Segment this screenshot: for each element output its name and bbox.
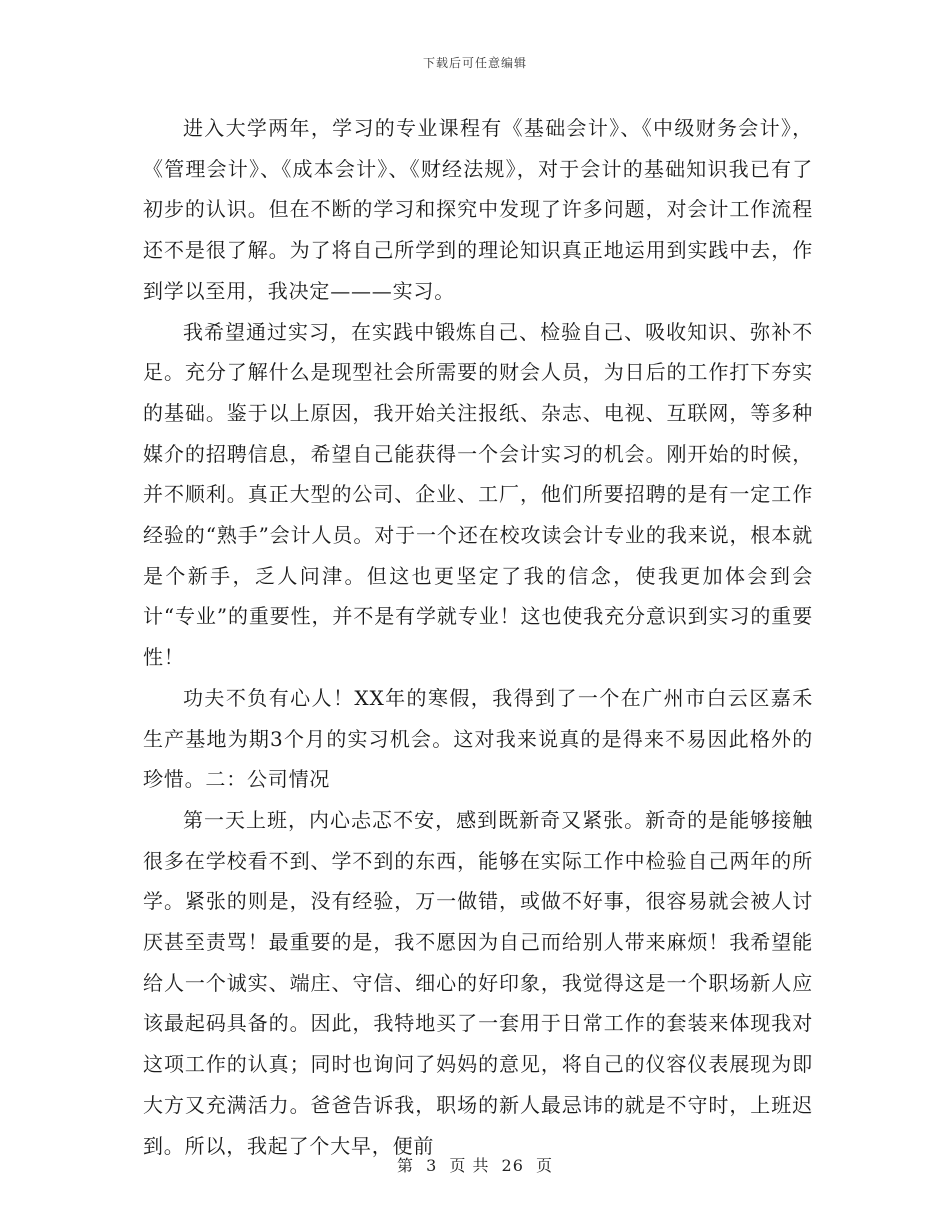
document-body bbox=[143, 108, 813, 1166]
footer-total-pages: 26 bbox=[501, 1156, 524, 1175]
page-footer bbox=[0, 1153, 950, 1176]
footer-prefix: 第 bbox=[396, 1156, 414, 1175]
paragraph-3: 功夫不负有心人！XX年的寒假，我得到了一个在广州市白云区嘉禾生产基地为期3个月的实习机会。这对我来说真的是得来不易因此格外的珍惜。二：公司情况 bbox=[143, 685, 813, 792]
page-header: 下载后可任意编辑 bbox=[422, 56, 527, 70]
paragraph-2: 我希望通过实习，在实践中锻炼自己、检验自己、吸收知识、弥补不足。充分了解什么是现型社会所需要的财会人员，为日后的工作打下夯实的基础。鉴于以上原因，我开始关注报纸、杂志、电视、互联网，等多种媒介的招聘信息，希望自己能获得一个会计实习的机会。刚开始的时候，并不顺利。真正大型的公司、企业、工厂，他们所要招聘的是有一定工作经验的“熟手”会计人员。对于一个还在校攻读会计专业的我来说，根本就是个新手，乏人问津。但这也更坚定了我的信念，使我更加体会到会计“专业”的重要性，并不是有学就专业！这也使我充分意识到实习的重要性！ bbox=[143, 319, 813, 670]
footer-current-page: 3 bbox=[426, 1156, 438, 1175]
paragraph-4: 第一天上班，内心忐忑不安，感到既新奇又紧张。新奇的是能够接触很多在学校看不到、学不到的东西，能够在实际工作中检验自己两年的所学。紧张的则是，没有经验，万一做错，或做不好事，很容易就会被人讨厌甚至责骂！最重要的是，我不愿因为自己而给别人带来麻烦！我希望能给人一个诚实、端庄、守信、细心的好印象，我觉得这是一个职场新人应该最起码具备的。因此，我特地买了一套用于日常工作的套装来体现我对这项工作的认真；同时也询问了妈妈的意见，将自己的仪容仪表展现为即大方又充满活力。爸爸告诉我，职场的新人最忌讳的就是不守时，上班迟到。所以，我起了个大早，便前 bbox=[143, 807, 813, 1158]
footer-middle: 页 共 bbox=[449, 1156, 490, 1175]
paragraph-1: 进入大学两年，学习的专业课程有《基础会计》、《中级财务会计》，《管理会计》、《成本会计》、《财经法规》，对于会计的基础知识我已有了初步的认识。但在不断的学习和探究中发现了许多问题，对会计工作流程还不是很了解。为了将自己所学到的理论知识真正地运用到实践中去，作到学以至用，我决定———实习。 bbox=[143, 116, 813, 303]
footer-suffix: 页 bbox=[536, 1156, 554, 1175]
